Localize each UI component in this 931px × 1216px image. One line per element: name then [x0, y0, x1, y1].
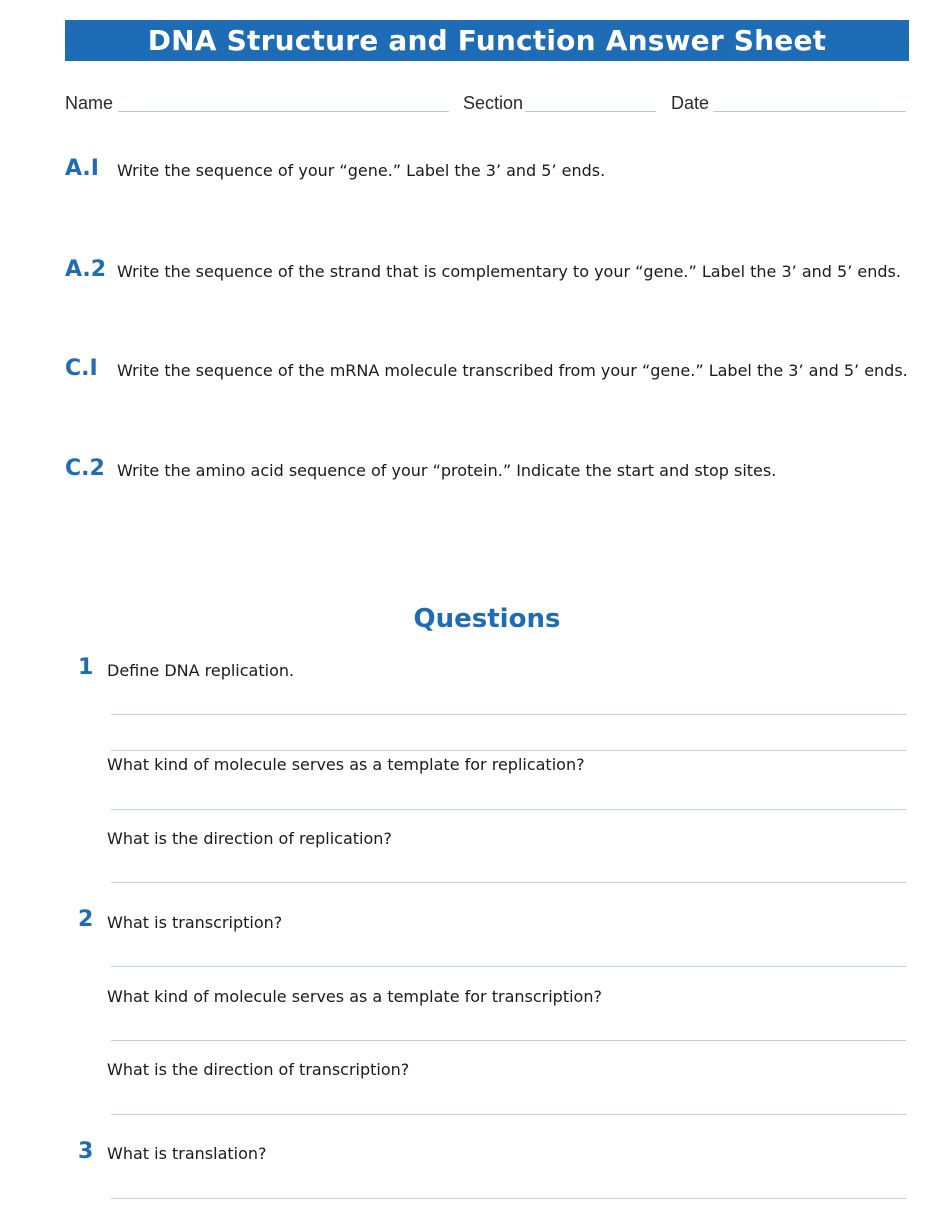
question-prompt: What is transcription?: [107, 913, 283, 932]
date-label: Date: [671, 93, 710, 113]
answer-line[interactable]: [111, 1040, 906, 1041]
item-text-c2: Write the amino acid sequence of your “protein.” Indicate the start and stop sites.: [117, 461, 777, 480]
answer-line[interactable]: [111, 966, 906, 967]
section-label: Section: [463, 93, 524, 113]
question-prompt: What kind of molecule serves as a template for replication?: [107, 755, 585, 774]
page-title: DNA Structure and Function Answer Sheet: [65, 20, 909, 61]
item-number-a1: A.I: [65, 156, 99, 181]
item-number-a2: A.2: [65, 257, 107, 282]
name-label: Name: [65, 93, 114, 113]
questions-heading: Questions: [413, 604, 561, 634]
answer-line[interactable]: [111, 750, 906, 751]
question-prompt: Define DNA replication.: [107, 661, 295, 680]
answer-line[interactable]: [111, 1114, 906, 1115]
answer-line[interactable]: [111, 714, 906, 715]
item-text-c1: Write the sequence of the mRNA molecule transcribed from your “gene.” Label the 3’ and 5’ ends.: [117, 361, 908, 380]
item-text-a1: Write the sequence of your “gene.” Label the 3’ and 5’ ends.: [117, 161, 606, 180]
question-prompt: What is the direction of transcription?: [107, 1060, 410, 1079]
question-number-1: 1: [78, 655, 94, 680]
section-field[interactable]: [525, 111, 656, 112]
answer-line[interactable]: [111, 809, 906, 810]
item-text-a2: Write the sequence of the strand that is complementary to your “gene.” Label the 3’ and 5’ ends.: [117, 262, 901, 281]
item-number-c2: C.2: [65, 456, 105, 481]
question-number-2: 2: [78, 907, 94, 932]
name-field[interactable]: [118, 111, 449, 112]
question-prompt: What kind of molecule serves as a template for transcription?: [107, 987, 602, 1006]
question-prompt: What is translation?: [107, 1144, 267, 1163]
question-number-3: 3: [78, 1139, 94, 1164]
answer-line[interactable]: [111, 1198, 906, 1199]
item-number-c1: C.I: [65, 356, 98, 381]
answer-line[interactable]: [111, 882, 906, 883]
question-prompt: What is the direction of replication?: [107, 829, 392, 848]
date-field[interactable]: [713, 111, 906, 112]
